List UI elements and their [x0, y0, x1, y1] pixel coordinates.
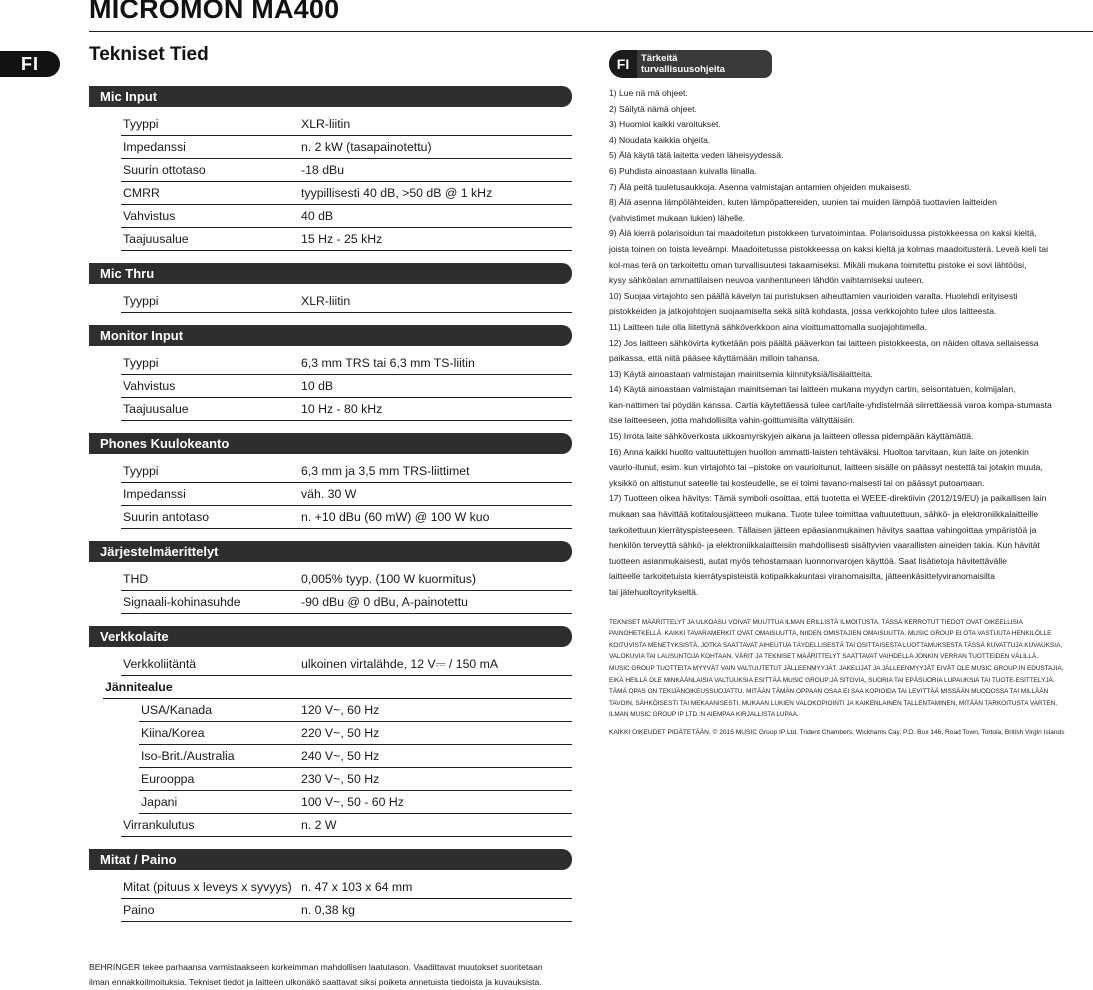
spec-key: Suurin antotaso: [123, 510, 210, 524]
safety-instruction-line: laitteelle tarkoitetuista kierrätyspisteistä kotipaikkakuntasi viranomaisilta, jätteenkäsittelyviranomaisilta: [609, 571, 995, 582]
spec-row: [121, 814, 572, 837]
spec-row: [121, 375, 572, 398]
spec-key: Tyyppi: [123, 464, 159, 478]
spec-value: n. 2 W: [301, 818, 337, 832]
safety-instruction-line: henkilön terveyttä sähkö- ja elektroniikkalaitteisiin mahdollisesti sisältyvien vaarallisten aineiden takia. Kun hävität: [609, 540, 1040, 551]
language-tab: FI: [0, 51, 60, 77]
spec-row: [121, 653, 572, 676]
safety-title-line: Tärkeitä: [641, 53, 678, 64]
spec-row: [121, 398, 572, 421]
spec-group-dimensions: [89, 849, 572, 922]
spec-group-title: Mitat / Paino: [89, 849, 572, 870]
spec-value: 220 V~, 50 Hz: [301, 726, 380, 740]
spec-row: [121, 228, 572, 251]
safety-instruction-line: 10) Suojaa virtajohto sen päällä kävelyn tai puristuksen aiheuttamien vaurioiden varalta. Huolehdi erityisesti: [609, 290, 1018, 301]
safety-instruction-line: 7) Älä peitä tuuletusaukkoja. Asenna valmistajan antamien ohjeiden mukaisesti.: [609, 181, 912, 192]
legal-line: KOITUVISTA MENETYKSISTÄ, JOTKA SAATTAVAT AIHEUTUA TÄYDELLISESTÄ TAI OSITTAISESTA LUOTTAMUKSESTA TÄSSÄ KUVATTUJA KUVAUKSIA,: [609, 641, 1063, 649]
spec-group: [89, 325, 572, 421]
spec-value: 230 V~, 50 Hz: [301, 772, 380, 786]
language-code: FI: [609, 50, 637, 78]
spec-value: 6,3 mm ja 3,5 mm TRS-liittimet: [301, 464, 470, 478]
spec-key: Japani: [141, 795, 178, 809]
rights-notice: KAIKKI OIKEUDET PIDÄTETÄÄN. © 2015 MUSIC Group IP Ltd. Trident Chambers, Wickhams Cay, P.O. Box 146, Road Town, Tortola, British Virgin Islands: [609, 728, 1065, 736]
spec-value: 6,3 mm TRS tai 6,3 mm TS-liitin: [301, 356, 475, 370]
page-heading: Tekniset Tied: [89, 44, 209, 65]
disclaimer-line: ilman ennakkoilmoituksia. Tekniset tiedot ja laitteen ulkonäkö saattavat siksi poiketa annetuista tiedoista ja kuvauksista.: [89, 977, 542, 987]
spec-value: 10 dB: [301, 379, 334, 393]
spec-row: [139, 699, 572, 722]
safety-instruction-line: 8) Älä asenna lämpölähteiden, kuten lämpöpattereiden, uunien tai muiden lämpöä tuottavien laitteiden: [609, 197, 997, 208]
spec-value: n. 47 x 103 x 64 mm: [301, 880, 413, 894]
safety-instruction-line: kol-mas terä on tarkoitettu oman turvallisuutesi takaamiseksi. Mikäli mukana toimitettu pistoke ei sovi lähtöösi,: [609, 259, 1027, 270]
spec-value: n. 2 kW (tasapainotettu): [301, 140, 432, 154]
spec-group-title: Phones Kuulokeanto: [89, 433, 572, 454]
spec-key: Vahvistus: [123, 379, 176, 393]
disclaimer-footer: [89, 960, 574, 990]
safety-instruction-line: tarkoitettuun kierrätyspisteeseen. Tällaisen jätteen epäasianmukainen hävitys saattaa vahingoittaa ympäristöä ja: [609, 524, 1037, 535]
spec-key: THD: [123, 572, 149, 586]
spec-value: ulkoinen virtalähde, 12 V⎓ / 150 mA: [301, 657, 499, 671]
spec-group-title: Monitor Input: [89, 325, 572, 346]
spec-value: n. +10 dBu (60 mW) @ 100 W kuo: [301, 510, 490, 524]
safety-instruction-line: 1) Lue nä mä ohjeet.: [609, 88, 688, 98]
spec-row: [121, 591, 572, 614]
spec-group: [89, 263, 572, 313]
spec-key: Kiina/Korea: [141, 726, 205, 740]
spec-value: XLR-liitin: [301, 117, 351, 131]
legal-line: EIKÄ HEILLÄ OLE MINKÄÄNLAISIA VALTUUKSIA ESITTÄÄ MUSIC GROUP:JÄ SITOVIA, SUORIA TAI EPÄSUORIA LUPAUKSIA TAI TUOTE-ESITTELYJÄ.: [609, 676, 1055, 684]
spec-group-power: [89, 626, 572, 837]
spec-row: [121, 506, 572, 529]
spec-value: n. 0,38 kg: [301, 903, 356, 917]
spec-row: [121, 159, 572, 182]
safety-instruction-line: 11) Laitteen tule olla liitettynä sähköverkkoon aina vioittumattomalla suojajohtimella.: [609, 321, 927, 332]
spec-key: Paino: [123, 903, 155, 917]
safety-instruction-line: 17) Tuotteen oikea hävitys: Tämä symboli osoittaa, että tuotetta ei WEEE-direktiivin (2012/19/EU) ja paikallisen lain: [609, 493, 1047, 504]
spec-key: Tyyppi: [123, 294, 159, 308]
safety-instruction-line: (vahvistimet mukaan lukien) lähelle.: [609, 212, 746, 223]
spec-value: väh. 30 W: [301, 487, 357, 501]
safety-title: [637, 53, 725, 75]
safety-instruction-line: tuotteen asianmukaisesti, autat myös tehostamaan luonnonvarojen käyttöä. Saat lisätietoja hävitettävälle: [609, 555, 1007, 566]
spec-group: [89, 541, 572, 614]
spec-key: Tyyppi: [123, 117, 159, 131]
spec-group-title: Mic Input: [89, 86, 572, 107]
safety-instruction-line: 3) Huomioi kaikki varoitukset.: [609, 119, 721, 130]
safety-instruction-line: joista toinen on toista leveämpi. Maadoitetussa pistokkeessa on kaksi kieltä ja kolmas maadoitusterä. Leveä kieli tai: [609, 243, 1048, 254]
spec-group-title: Mic Thru: [89, 263, 572, 284]
safety-instruction-line: kan-nattimen tai pöydän kanssa. Cartia käytettäessä tulee cart/laite-yhdistelmää siirrettäessä varoa kompa-stumasta: [609, 399, 1052, 410]
spec-row: [139, 722, 572, 745]
safety-instruction-line: kysy sähköalan ammattilaisen neuvoa vanhentuneen lähdön vaihtamiseksi uuteen.: [609, 275, 924, 286]
safety-instruction-line: 14) Käytä ainoastaan valmistajan mainitseman tai laitteen mukana myydyn cartin, seisontatuen, kolmijalan,: [609, 384, 1016, 395]
title-rule: [89, 31, 1093, 32]
spec-value: 0,005% tyyp. (100 W kuormitus): [301, 572, 476, 586]
spec-value: -18 dBu: [301, 163, 345, 177]
spec-key: Suurin ottotaso: [123, 163, 206, 177]
spec-row: [121, 568, 572, 591]
safety-title-line: turvallisuusohjeita: [641, 64, 725, 75]
safety-instruction-line: paikassa, että niitä pääsee käyttämään milloin tahansa.: [609, 353, 820, 364]
legal-notice: [609, 617, 1087, 721]
spec-row: [121, 460, 572, 483]
safety-instruction-line: mukaan saa hävittää kotitalousjätteen mukana. Tuote tulee toimittaa valtuutettuun, sähkö- ja elektroniikkalaitteille: [609, 509, 1038, 520]
spec-group: [89, 433, 572, 529]
spec-key: Eurooppa: [141, 772, 195, 786]
spec-key: Verkkoliitäntä: [123, 657, 197, 671]
disclaimer-line: BEHRINGER tekee parhaansa varmistaakseen korkeimman mahdollisen laatutason. Vaadittavat muutokset suoritetaan: [89, 962, 543, 972]
legal-line: TEKNISET MÄÄRITTELYT JA ULKOASU VOIVAT MUUTTUA ILMAN ERILLISTÄ ILMOITUSTA. TÄSSÄ KERROTUT TIEDOT OVAT OIKEELLISIA: [609, 618, 1023, 626]
spec-row: [121, 182, 572, 205]
spec-key: Taajuusalue: [123, 402, 189, 416]
spec-key: Signaali-kohinasuhde: [123, 595, 241, 609]
spec-key: Iso-Brit./Australia: [141, 749, 235, 763]
spec-key: Vahvistus: [123, 209, 176, 223]
spec-value: XLR-liitin: [301, 294, 351, 308]
safety-instructions: [609, 86, 1087, 601]
safety-instruction-line: 5) Älä käytä tätä laitetta veden läheisyydessä.: [609, 150, 784, 161]
legal-line: MUSIC GROUP TUOTTEITA MYYVÄT VAIN VALTUUTETUT JÄLLEENMYYJÄT. JAKELIJAT JA JÄLLEENMYYJÄT EIVÄT OLE MUSIC GROUP:IN EDUSTAJIA,: [609, 664, 1064, 672]
spec-key: Taajuusalue: [123, 232, 189, 246]
legal-line: VALOKUVIA TAI LAUSUNTOJA KOHTAAN. VÄRIT JA TEKNISET MÄÄRITTELYT SAATTAVAT VAIHDELLA JONKIN VERRAN TUOTTEIDEN VÄLILLÄ.: [609, 653, 1038, 661]
legal-line: PAINOHETKELLÄ. KAIKKI TAVARAMERKIT OVAT OMAISUUTTA, NIIDEN OMISTAJIEN OMAISUUTTA. MUSIC GROUP EI OTA VASTUUTA HENKILÖLLE: [609, 630, 1052, 638]
spec-row: [121, 352, 572, 375]
safety-column: [609, 50, 1087, 738]
spec-value: 240 V~, 50 Hz: [301, 749, 380, 763]
spec-group-title: Järjestelmäerittelyt: [89, 541, 572, 562]
spec-key: CMRR: [123, 186, 160, 200]
safety-instruction-line: 16) Anna kaikki huolto valtuutettujen huollon ammatti-laisten tehtäväksi. Huoltoa tarvitaan, kun laite on jotenkin: [609, 446, 1029, 457]
safety-instruction-line: 6) Puhdista ainoastaan kuivalla liinalla.: [609, 165, 757, 176]
spec-column: [89, 86, 572, 934]
safety-instruction-line: vaurio-itunut, esim. kun virtajohto tai –pistoke on vaurioitunut, laitteen sisälle on päässyt nestettä tai jotakin muuta,: [609, 462, 1043, 473]
spec-value: 100 V~, 50 - 60 Hz: [301, 795, 404, 809]
spec-value: tyypillisesti 40 dB, >50 dB @ 1 kHz: [301, 186, 493, 200]
spec-value: -90 dBu @ 0 dBu, A-painotettu: [301, 595, 468, 609]
spec-key: Tyyppi: [123, 356, 159, 370]
spec-row: [121, 290, 572, 313]
spec-value: 120 V~, 60 Hz: [301, 703, 380, 717]
safety-instruction-line: pistokkeiden ja jatkojohtojen suojaamiselta sekä siitä kohdasta, jossa verkkojohto tulee ulos laitteesta.: [609, 306, 997, 317]
spec-key: Impedanssi: [123, 140, 186, 154]
legal-line: ILMAN MUSIC GROUP IP LTD.:N AIEMPAA KIRJALLISTA LUPAA.: [609, 711, 799, 719]
spec-row: [121, 876, 572, 899]
spec-row: [121, 205, 572, 228]
spec-key: USA/Kanada: [141, 703, 213, 717]
safety-badge: [609, 50, 772, 78]
safety-instruction-line: tai jätehuoltoyritykseltä.: [609, 587, 699, 597]
safety-instruction-line: 12) Jos laitteen sähkövirta kytketään pois päältä pääverkon tai laitteen pistokkeesta, on näiden oltava sellaisessa: [609, 337, 1039, 348]
spec-value: 40 dB: [301, 209, 334, 223]
spec-row: [121, 113, 572, 136]
safety-instruction-line: 13) Käytä ainoastaan valmistajan mainitsemia kiinnityksiä/lisälaitteita.: [609, 368, 873, 379]
document-title: MICROMON MA400: [89, 0, 340, 24]
safety-instruction-line: 15) Irrota laite sähköverkosta ukkosmyrskyjen aikana ja laitteen ollessa pidempään käyttämättä.: [609, 431, 974, 442]
spec-row: [139, 745, 572, 768]
spec-value: 15 Hz - 25 kHz: [301, 232, 383, 246]
spec-value: 10 Hz - 80 kHz: [301, 402, 383, 416]
safety-instruction-line: 4) Noudata kaikkia ohjeita.: [609, 134, 711, 145]
spec-key: Jännitealue: [105, 680, 173, 694]
spec-row: [121, 483, 572, 506]
spec-group: [89, 86, 572, 251]
spec-row: [121, 899, 572, 922]
spec-key: Virrankulutus: [123, 818, 195, 832]
legal-line: TÄMÄ OPAS ON TEKIJÄNOIKEUSSUOJATTU. MITÄÄN TÄMÄN OPPAAN OSAA EI SAA KOPIOIDA TAI LEVITTÄÄ MISSÄÄN MUODOSSA TAI MILLÄÄN: [609, 688, 1049, 696]
spec-row: [121, 136, 572, 159]
safety-instruction-line: 2) Säilytä nämä ohjeet.: [609, 103, 697, 114]
spec-key: Mitat (pituus x leveys x syvyys): [123, 880, 292, 894]
spec-row: [139, 791, 572, 814]
spec-key: Impedanssi: [123, 487, 186, 501]
safety-instruction-line: itse laitteeseen, jotta mahdollisilta vahin-goittumisilta vältyttäisiin.: [609, 415, 855, 426]
spec-row: [139, 768, 572, 791]
safety-instruction-line: yksikkö on altistunut sateelle tai kosteudelle, se ei toimi tavano-maisesti tai on päässyt putoamaan.: [609, 477, 985, 488]
legal-line: TAVOIN, SÄHKÖISESTI TAI MEKAANISESTI, MUKAAN LUKIEN VALOKOPIOINTI JA KAIKENLAINEN TALLENTAMINEN, MITÄÄN TARKOITUSTA VARTEN,: [609, 699, 1058, 707]
spec-group-title: Verkkolaite: [89, 626, 572, 647]
spec-subheading: [103, 676, 572, 699]
safety-instruction-line: 9) Älä kierrä polarisoidun tai maadoitetun pistokkeen turvatoimintaa. Polarisoidussa pistokkeessa on kaksi kieltä,: [609, 228, 1037, 239]
